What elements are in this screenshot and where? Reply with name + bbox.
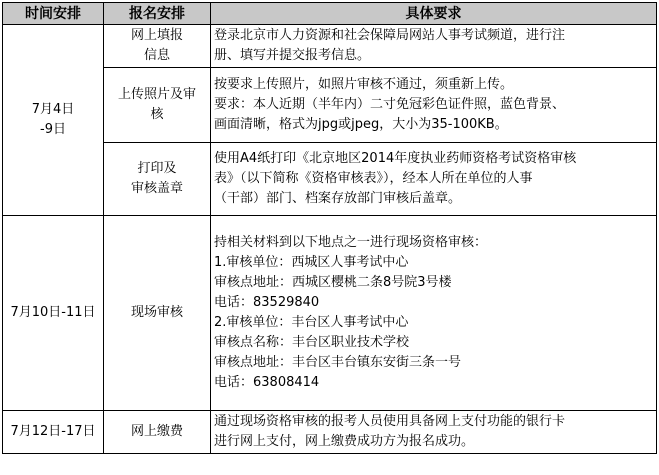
item-cell (104, 216, 211, 411)
time-text: 7月12日-17日 (10, 424, 96, 439)
header-item: 报名安排 (104, 3, 211, 25)
table-header-row (3, 3, 657, 25)
requirement-line: 画面清晰，格式为jpg或jpeg，大小为35-100KB。 (214, 117, 508, 132)
time-text: 7月4日 (31, 102, 75, 117)
requirements-cell (211, 25, 657, 68)
registration-schedule-table (2, 2, 657, 454)
requirement-line: 登录北京市人力资源和社会保障局网站人事考试频道，进行注 (214, 28, 566, 43)
header-time: 时间安排 (3, 3, 104, 25)
requirement-line: 1.审核单位：西城区人事考试中心 (214, 255, 409, 270)
time-text: 7月10日-11日 (10, 305, 96, 320)
requirement-line: 使用A4纸打印《北京地区2014年度执业药师资格考试资格审核 (214, 151, 577, 166)
item-text: 核 (150, 107, 164, 122)
requirement-line: 表》（以下简称《资格审核表》），经本人所在单位的人事 (214, 171, 533, 186)
requirement-line: 要求：本人近期（半年内）二寸免冠彩色证件照，蓝色背景、 (214, 97, 566, 112)
requirement-line: 持相关材料到以下地点之一进行现场资格审核： (214, 235, 488, 250)
item-cell (104, 143, 211, 216)
item-cell (104, 68, 211, 143)
requirements-cell (211, 216, 657, 411)
requirements-cell (211, 411, 657, 454)
requirement-line: （干部）部门、档案存放部门审核后盖章。 (214, 191, 462, 206)
header-requirements: 具体要求 (211, 3, 657, 25)
requirement-line: 审核点名称：丰台区职业技术学校 (214, 335, 410, 350)
requirement-line: 电话：83529840 (214, 295, 320, 310)
table-row (3, 25, 657, 68)
item-text: 现场审核 (130, 305, 183, 320)
item-text: 信息 (143, 48, 170, 63)
requirements-cell (211, 143, 657, 216)
item-text: 审核盖章 (130, 181, 183, 196)
time-cell (3, 216, 104, 411)
requirements-cell (211, 68, 657, 143)
requirement-line: 进行网上支付，网上缴费成功方为报名成功。 (214, 434, 475, 449)
requirement-line: 2.审核单位：丰台区人事考试中心 (214, 315, 409, 330)
requirement-line: 审核点地址：丰台区丰台镇东安街三条一号 (214, 355, 462, 370)
requirement-line: 审核点地址：西城区樱桃二条8号院3号楼 (214, 275, 452, 290)
item-text: 网上缴费 (130, 424, 183, 439)
item-text: 打印及 (137, 161, 177, 176)
requirement-line: 按要求上传照片，如照片审核不通过，须重新上传。 (214, 77, 514, 92)
item-text: 上传照片及审 (117, 87, 196, 102)
time-cell (3, 411, 104, 454)
requirement-line: 通过现场资格审核的报考人员使用具备网上支付功能的银行卡 (214, 414, 566, 429)
item-cell (104, 411, 211, 454)
requirement-line: 电话：63808414 (214, 375, 320, 390)
time-text: -9日 (40, 122, 66, 137)
table-row (3, 411, 657, 454)
requirement-line: 册、填写并提交报考信息。 (214, 48, 371, 63)
time-cell (3, 25, 104, 216)
item-text: 网上填报 (130, 28, 183, 43)
item-cell (104, 25, 211, 68)
table-row (3, 216, 657, 411)
